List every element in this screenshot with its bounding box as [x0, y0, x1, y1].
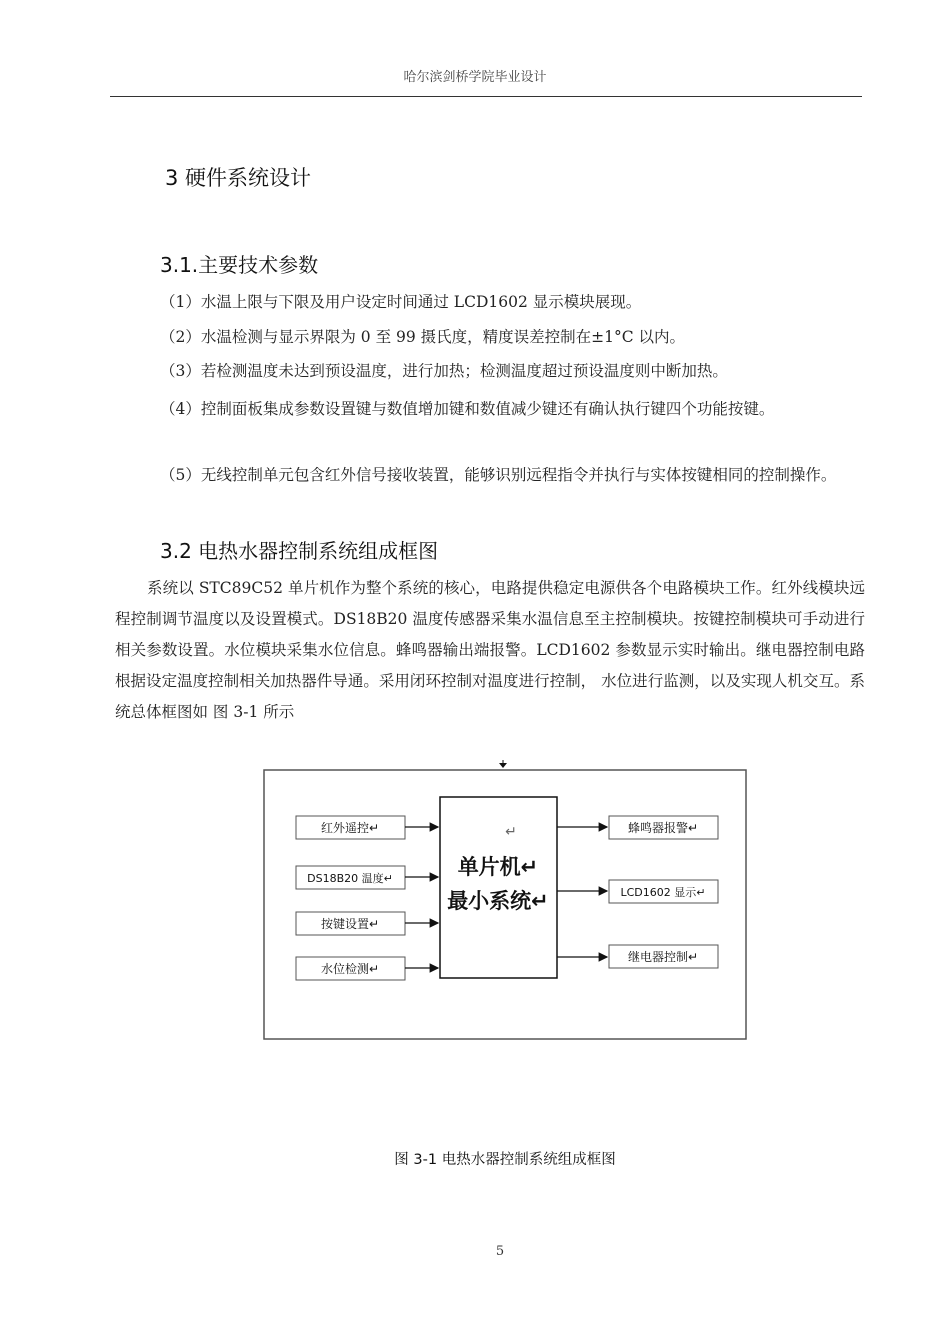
- input-label-water-level: 水位检测↵: [320, 962, 380, 976]
- header-rule: [110, 96, 862, 97]
- top-anchor-arrow: [499, 763, 507, 768]
- output-label-buzzer: 蜂鸣器报警↵: [627, 821, 699, 835]
- param-item-1: （1）水温上限与下限及用户设定时间通过 LCD1602 显示模块展现。: [160, 293, 642, 311]
- input-label-keys: 按键设置↵: [320, 917, 380, 931]
- output-label-lcd: LCD1602 显示↵: [620, 886, 706, 899]
- mcu-box: [440, 797, 557, 978]
- figure-caption: 图 3-1 电热水器控制系统组成框图: [394, 1152, 616, 1168]
- param-item-3: （3）若检测温度未达到预设温度，进行加热；检测温度超过预设温度则中断加热。: [160, 362, 728, 380]
- param-item-2: （2）水温检测与显示界限为 0 至 99 摄氏度，精度误差控制在±1°C 以内。: [160, 328, 686, 346]
- chapter-title: 3 硬件系统设计: [165, 166, 312, 190]
- input-label-ir-remote: 红外遥控↵: [320, 821, 380, 835]
- output-label-relay: 继电器控制↵: [627, 950, 699, 964]
- page-header: 哈尔滨剑桥学院毕业设计: [403, 70, 547, 85]
- mcu-label-line2: 最小系统↵: [447, 889, 549, 913]
- param-item-4: （4）控制面板集成参数设置键与数值增加键和数值减少键还有确认执行键四个功能按键。: [160, 400, 775, 418]
- param-item-5: （5）无线控制单元包含红外信号接收装置，能够识别远程指令并执行与实体按键相同的控制操作。: [160, 466, 837, 484]
- system-description-paragraph: 系统以 STC89C52 单片机作为整个系统的核心，电路提供稳定电源供各个电路模块工作。红外线模块远程控制调节温度以及设置模式。DS18B20 温度传感器采集水温信息至主控制模块。按键控制模块可手动进行相关参数设置。水位模块采集水位信息。蜂鸣器输出端报警。LCD1602 参数显示实时输出。继电器控制电路根据设定温度控制相关加热器件导通。采用闭环控制对温度进行控制， 水位进行监测，以及实现人机交互。系统总体框图如 图 3-1 所示: [115, 579, 865, 721]
- section-title-3-1: 3.1.主要技术参数: [160, 253, 319, 277]
- section-title-3-2: 3.2 电热水器控制系统组成框图: [160, 539, 439, 563]
- page-number: 5: [495, 1244, 505, 1259]
- system-block-diagram: [255, 760, 755, 1045]
- input-label-temperature: DS18B20 温度↵: [307, 872, 393, 885]
- mcu-top-mark: ↵: [505, 824, 517, 840]
- mcu-label-line1: 单片机↵: [457, 855, 539, 879]
